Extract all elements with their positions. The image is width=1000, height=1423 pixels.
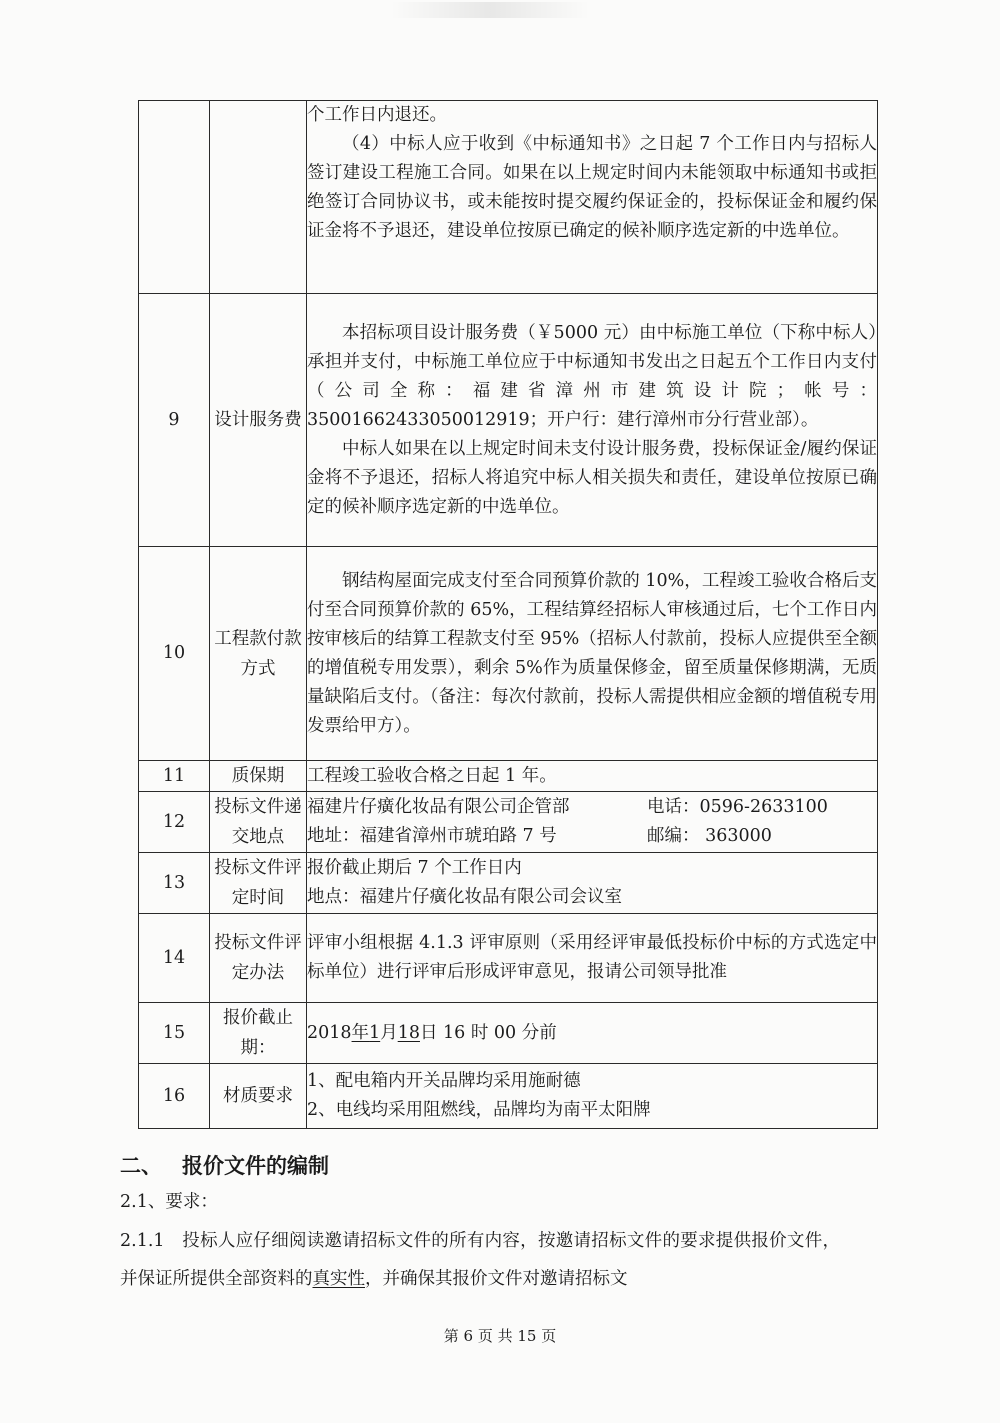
table-row xyxy=(139,761,878,792)
page-footer: 第 6 页 共 15 页 xyxy=(443,1327,557,1345)
row-label: 质保期 xyxy=(210,761,307,792)
deadline-year-suffix: 年 xyxy=(351,1022,370,1043)
table-row xyxy=(139,853,878,914)
bid-terms-table xyxy=(138,100,878,1129)
row-content: 评审小组根据 4.1.3 评审原则（采用经评审最低投标价中标的方式选定中标单位）进行评审后形成评审意见，报请公司领导批准 xyxy=(307,914,878,1003)
row-number: 11 xyxy=(139,761,210,792)
table-row xyxy=(139,914,878,1003)
table-row-continuation xyxy=(139,101,878,294)
row-content xyxy=(307,294,878,547)
company-name: 福建片仔癀化妆品有限公司企管部 xyxy=(307,797,570,817)
cell-paragraph: 钢结构屋面完成支付至合同预算价款的 10%，工程竣工验收合格后支付至合同预算价款的 65%，工程结算经招标人审核通过后，七个工作日内按审核后的结算工程款支付至 95%（招标人付款前，投标人应提供至全额的增值税专用发票），剩余 5%作为质量保修金，留至质量保修期满，无质量缺陷后支付。（备注：每次付款前，投标人需提供相应金额的增值税专用发票给甲方）。 xyxy=(307,570,877,736)
row-number: 16 xyxy=(139,1064,210,1129)
row-label: 投标文件评定时间 xyxy=(210,853,307,914)
deadline-month-suffix: 月 xyxy=(380,1022,398,1043)
table-row xyxy=(139,1003,878,1064)
subsection-heading: 2.1、要求： xyxy=(120,1192,218,1212)
row-number: 10 xyxy=(139,547,210,761)
deadline-year: 2018 xyxy=(307,1022,352,1043)
table-row xyxy=(139,1064,878,1129)
row-number: 13 xyxy=(139,853,210,914)
row-label: 材质要求 xyxy=(210,1064,307,1129)
cell-line: 报价截止期后 7 个工作日内 xyxy=(307,858,522,878)
deadline xyxy=(307,1003,878,1064)
scan-smudge xyxy=(390,2,590,18)
cell-paragraph: 中标人如果在以上规定时间未支付设计服务费，投标保证金/履约保证金将不予退还，招标人将追究中标人相关损失和责任，建设单位按原已确定的候补顺序选定新的中选单位。 xyxy=(307,438,877,517)
row-label: 投标文件评定办法 xyxy=(210,914,307,1003)
cell-paragraph: （4）中标人应于收到《中标通知书》之日起 7 个工作日内与招标人签订建设工程施工合同。如果在以上规定时间内未能领取中标通知书或拒绝签订合同协议书，或未能按时提交履约保证金的，投标保证金和履约保证金将不予退还，建设单位按原已确定的候补顺序选定新的中选单位。 xyxy=(307,134,877,241)
table-row xyxy=(139,547,878,761)
continuation-text xyxy=(307,101,878,294)
section-heading xyxy=(120,1150,329,1180)
paragraph-number: 2.1.1 xyxy=(120,1231,165,1251)
table-row xyxy=(139,294,878,547)
paragraph-emphasis: 真实性 xyxy=(312,1269,365,1289)
row-label: 投标文件递交地点 xyxy=(210,792,307,853)
cell-line: 个工作日内退还。 xyxy=(307,105,447,125)
row-label: 设计服务费 xyxy=(210,294,307,547)
paragraph-text-end: ，并确保其报价文件对邀请招标文 xyxy=(365,1269,628,1289)
row-content xyxy=(307,1064,878,1129)
cell-line: 1、配电箱内开关品牌均采用施耐德 xyxy=(307,1071,581,1091)
address: 地址：福建省漳州市琥珀路 7 号 xyxy=(307,826,557,846)
section-title: 报价文件的编制 xyxy=(182,1154,329,1178)
row-label: 报价截止期： xyxy=(210,1003,307,1064)
row-label: 工程款付款方式 xyxy=(210,547,307,761)
cell-line: 2、电线均采用阻燃线，品牌均为南平太阳牌 xyxy=(307,1100,651,1120)
row-number: 15 xyxy=(139,1003,210,1064)
row-content xyxy=(307,792,878,853)
row-number: 9 xyxy=(139,294,210,547)
row-content xyxy=(307,547,878,761)
cell-line: 地点：福建片仔癀化妆品有限公司会议室 xyxy=(307,887,622,907)
row-content: 工程竣工验收合格之日起 1 年。 xyxy=(307,761,878,792)
deadline-month: 1 xyxy=(369,1022,381,1043)
phone: 电话：0596-2633100 xyxy=(647,797,828,817)
deadline-day: 18 xyxy=(397,1022,420,1043)
row-number: 12 xyxy=(139,792,210,853)
section-number: 二、 xyxy=(120,1154,162,1178)
postcode: 邮编： 363000 xyxy=(647,826,772,846)
deadline-day-suffix: 日 16 时 00 分前 xyxy=(419,1022,557,1043)
body-paragraph xyxy=(120,1222,840,1298)
table-row xyxy=(139,792,878,853)
cell-paragraph: 本招标项目设计服务费（￥5000 元）由中标施工单位（下称中标人）承担并支付，中标施工单位应于中标通知书发出之日起五个工作日内支付（公司全称：福建省漳州市建筑设计院；帐号：35001662433050012919；开户行：建行漳州市分行营业部）。 xyxy=(307,322,877,430)
paragraph-text: 投标人应仔细阅读邀请招标文件的所有内容，按邀请招标文件的要求提供报价文件，并保证所提供全部资料的 xyxy=(120,1231,840,1289)
row-number: 14 xyxy=(139,914,210,1003)
row-content xyxy=(307,853,878,914)
